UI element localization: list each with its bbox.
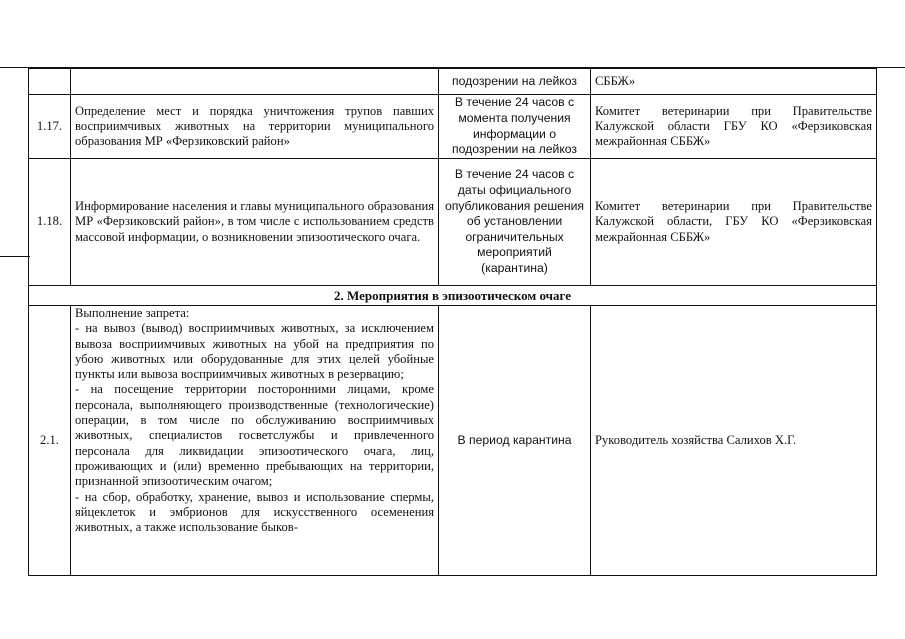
measures-table [28,68,877,576]
table-row [29,159,877,286]
page-left-rule [0,256,30,257]
row-number: 1.17. [29,95,71,159]
row-number: 2.1. [29,306,71,576]
table-row [29,69,877,95]
responsible-party: СББЖ» [591,69,877,95]
row-number [29,69,71,95]
measure-description: Определение мест и порядка уничтожения трупов павших восприимчивых животных на территории муниципального образования МР «Ферзиковский район» [71,95,439,159]
responsible-party: Руководитель хозяйства Салихов Х.Г. [591,306,877,576]
measure-description: Информирование населения и главы муниципального образования МР «Ферзиковский район», в том числе с использованием средств массовой информации, о возникновении эпизоотического очага. [71,159,439,286]
responsible-party: Комитет ветеринарии при Правительстве Калужской области, ГБУ КО «Ферзиковская межрайонная СББЖ» [591,159,877,286]
table-row [29,306,877,576]
section-row [29,286,877,306]
responsible-party: Комитет ветеринарии при Правительстве Калужской области ГБУ КО «Ферзиковская межрайонная СББЖ» [591,95,877,159]
row-number: 1.18. [29,159,71,286]
measure-description [71,69,439,95]
table-row [29,95,877,159]
section-heading: 2. Мероприятия в эпизоотическом очаге [29,286,877,306]
measure-term: В течение 24 часов с даты официального опубликования решения об установлении ограничительных мероприятий (карантина) [439,159,591,286]
measure-term: подозрении на лейкоз [439,69,591,95]
measure-term: В период карантина [439,306,591,576]
measure-description: Выполнение запрета: - на вывоз (вывод) восприимчивых животных, за исключением вывоза восприимчивых животных на убой на предприятия по убою животных или оборудованные для этих целей убойные пункты или вывоза восприимчивых животных в резервацию; - на посещение территории посторонними лицами, кроме персонала, выполняющего производственные (технологические) операции, в том числе по обслуживанию восприимчивых животных, специалистов госветслужбы и привлеченного персонала для ликвидации эпизоотического очага, лиц, проживающих и (или) временно пребывающих на территории, признанной эпизоотическим очагом; - на сбор, обработку, хранение, вывоз и использование спермы, яйцеклеток и эмбрионов для искусственного осеменения животных, а также использование быков- [71,306,439,576]
measure-term: В течение 24 часов с момента получения информации о подозрении на лейкоз [439,95,591,159]
